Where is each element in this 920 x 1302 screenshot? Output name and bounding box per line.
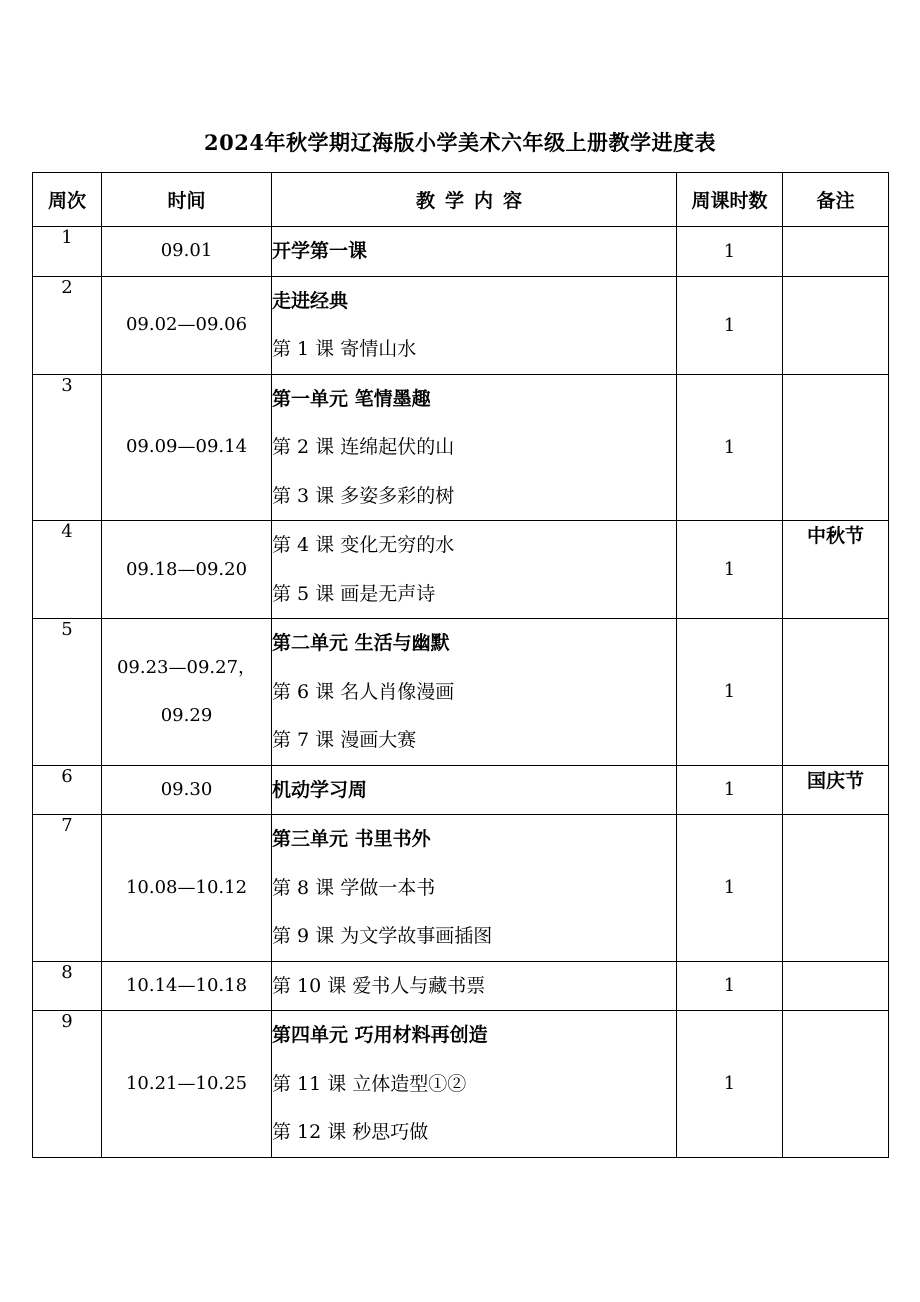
note-cell [783,227,889,277]
unit-heading: 第三单元 书里书外 [272,828,431,850]
week-cell: 8 [33,961,102,1011]
content-cell [272,961,677,1011]
week-cell: 2 [33,276,102,374]
lesson-item: 第 9 课 为文学故事画插图 [272,925,493,947]
hours-cell: 1 [677,227,783,277]
note-cell: 国庆节 [783,765,889,815]
header-row [33,173,889,227]
week-cell: 7 [33,815,102,962]
table-row [33,961,889,1011]
note-cell [783,815,889,962]
lesson-item: 第 3 课 多姿多彩的树 [272,484,455,507]
note-cell [783,619,889,766]
hours-cell: 1 [677,521,783,619]
week-cell: 5 [33,619,102,766]
unit-heading: 第二单元 生活与幽默 [272,632,450,654]
note-cell [783,961,889,1011]
header-time: 时间 [102,173,272,227]
content-cell [272,619,677,766]
lesson-item: 第 10 课 爱书人与藏书票 [272,974,486,997]
content-cell [272,765,677,815]
week-cell: 3 [33,374,102,521]
note-cell [783,1011,889,1158]
unit-heading: 走进经典 [272,289,349,312]
lesson-item: 第 2 课 连绵起伏的山 [272,436,455,458]
time-cell [102,227,272,277]
time-cell [102,765,272,815]
time-line: 09.29 [160,704,213,726]
time-cell [102,374,272,521]
content-cell [272,276,677,374]
hours-cell: 1 [677,374,783,521]
table-row [33,521,889,619]
lesson-item: 第 6 课 名人肖像漫画 [272,680,455,703]
lesson-item: 第 12 课 秒思巧做 [272,1121,429,1143]
week-cell: 4 [33,521,102,619]
page-title: 2024年秋学期辽海版小学美术六年级上册教学进度表 [204,130,716,155]
schedule-body [33,227,889,1158]
time-cell [102,815,272,962]
unit-heading: 机动学习周 [272,778,368,801]
content-cell [272,815,677,962]
week-cell: 6 [33,765,102,815]
time-line: 09.23—09.27， [116,656,257,678]
content-cell [272,227,677,277]
unit-heading: 第四单元 巧用材料再创造 [272,1024,488,1046]
hours-cell: 1 [677,276,783,374]
note-cell [783,276,889,374]
note-cell: 中秋节 [783,521,889,619]
hours-cell: 1 [677,1011,783,1158]
time-line: 09.02—09.06 [125,314,248,335]
lesson-item: 第 8 课 学做一本书 [272,876,436,899]
content-cell [272,1011,677,1158]
time-cell [102,276,272,374]
lesson-item: 第 11 课 立体造型①② [272,1072,467,1095]
time-line: 10.08—10.12 [125,876,248,898]
time-line: 09.01 [160,240,213,262]
table-row [33,1011,889,1158]
hours-cell: 1 [677,619,783,766]
lesson-item: 第 7 课 漫画大赛 [272,729,417,751]
time-cell [102,521,272,619]
week-cell: 9 [33,1011,102,1158]
time-line: 10.21—10.25 [125,1072,248,1094]
lesson-item: 第 1 课 寄情山水 [272,338,417,360]
unit-heading: 第一单元 笔情墨趣 [272,387,431,410]
lesson-item: 第 4 课 变化无穷的水 [272,534,455,556]
table-row [33,374,889,521]
hours-cell: 1 [677,815,783,962]
table-row [33,619,889,766]
header-week: 周次 [33,173,102,227]
content-cell [272,521,677,619]
header-note: 备注 [783,173,889,227]
time-line: 09.18—09.20 [125,558,248,580]
note-cell [783,374,889,521]
unit-heading: 开学第一课 [272,240,368,262]
time-cell [102,1011,272,1158]
time-cell [102,619,272,766]
lesson-item: 第 5 课 画是无声诗 [272,582,436,605]
table-row [33,815,889,962]
time-line: 09.30 [160,778,213,800]
hours-cell: 1 [677,961,783,1011]
hours-cell: 1 [677,765,783,815]
time-line: 09.09—09.14 [125,436,248,458]
table-row [33,227,889,277]
table-row [33,765,889,815]
content-cell [272,374,677,521]
time-cell [102,961,272,1011]
week-cell: 1 [33,227,102,277]
header-content: 教学内容 [272,173,677,227]
time-line: 10.14—10.18 [125,974,248,996]
header-hours: 周课时数 [677,173,783,227]
schedule-table [32,172,889,1158]
table-row [33,276,889,374]
